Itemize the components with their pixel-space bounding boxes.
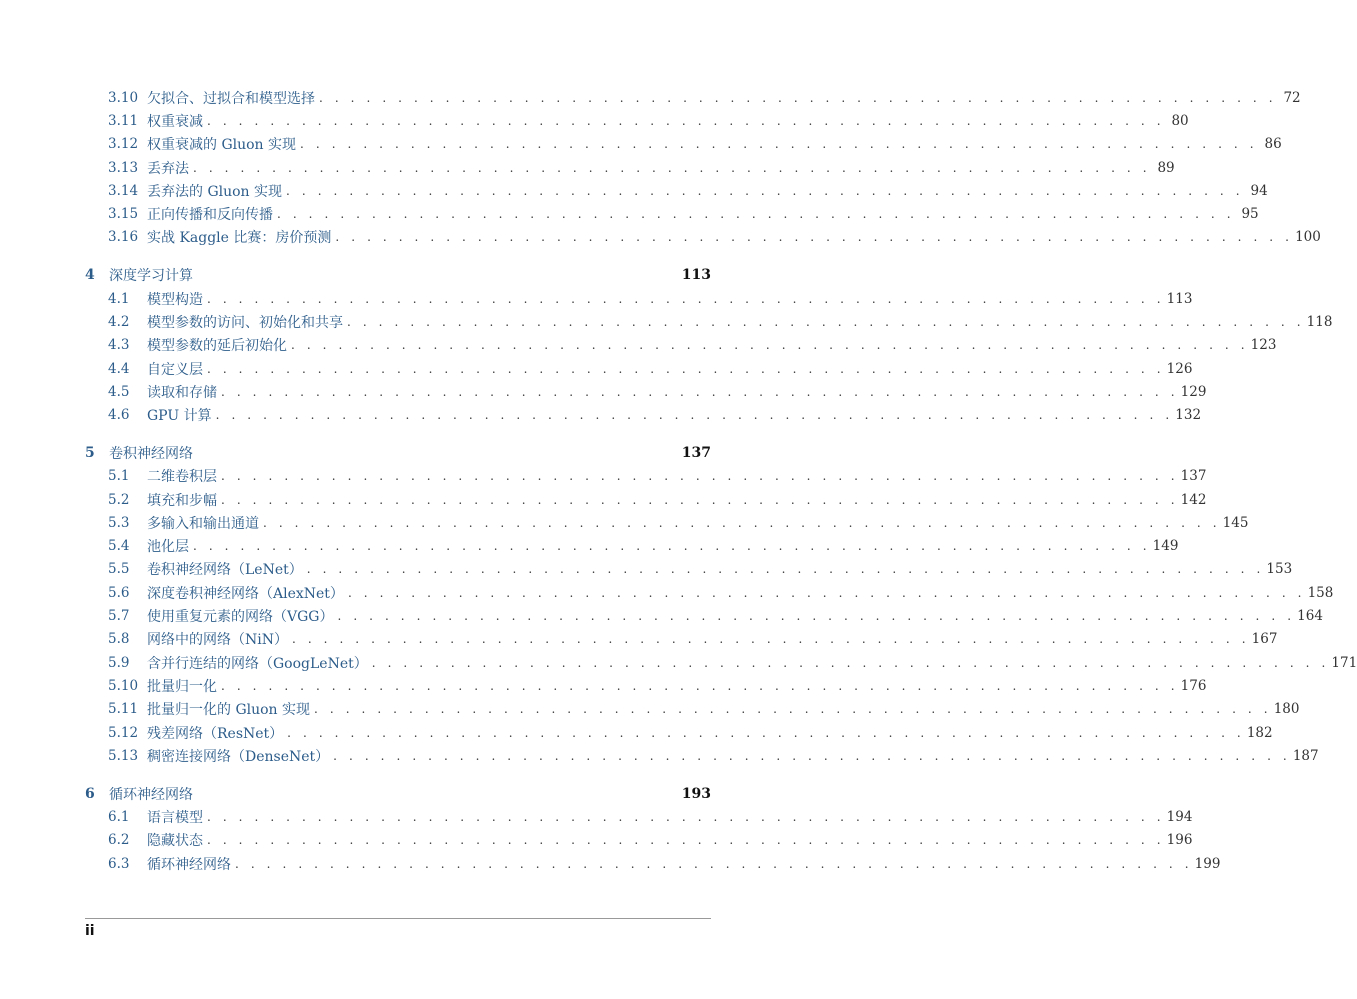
entry-page: 149 (1152, 538, 1179, 555)
entry-number: 5.3 (108, 514, 130, 531)
entry-number: 3.13 (108, 159, 139, 176)
toc-entry[interactable] (85, 744, 1319, 767)
entry-page: 129 (1180, 383, 1207, 400)
chapter-number: 5 (85, 444, 95, 461)
entry-page: 94 (1250, 182, 1268, 199)
entry-number: 5.7 (108, 608, 130, 625)
entry-title: 池化层 (147, 539, 189, 556)
entry-page: 164 (1297, 608, 1323, 625)
entry-page: 95 (1241, 206, 1259, 223)
toc-entry[interactable] (85, 535, 1179, 558)
entry-title: 深度卷积神经网络（AlexNet） (147, 585, 344, 602)
entry-title: 网络中的网络（NiN） (147, 632, 288, 649)
entry-page: 132 (1175, 407, 1202, 424)
entry-number: 4.2 (108, 313, 130, 330)
entry-title: 含并行连结的网络（GoogLeNet） (147, 655, 368, 672)
entry-page: 187 (1292, 747, 1319, 764)
entry-page: 72 (1283, 89, 1301, 106)
toc-entry[interactable] (85, 604, 1323, 627)
toc-entry[interactable] (85, 805, 1193, 828)
entry-number: 5.11 (108, 701, 139, 718)
toc-entry[interactable] (85, 226, 1321, 249)
toc-entry[interactable] (85, 465, 1207, 488)
toc-entry[interactable] (85, 179, 1268, 202)
dot-leader: . . . . . . . . . . . . . . . . . . . . . . . . . . . . . . . . . . . . . . . . . . . . . . . . . . . . . . . . . . . . . (207, 833, 1165, 848)
entry-title: 欠拟合、过拟合和模型选择 (147, 90, 315, 107)
dot-leader: . . . . . . . . . . . . . . . . . . . . . . . . . . . . . . . . . . . . . . . . . . . . . . . . . . . . . . . . . . . . . (335, 230, 1294, 245)
dot-leader: . . . . . . . . . . . . . . . . . . . . . . . . . . . . . . . . . . . . . . . . . . . . . . . . . . . . . . . . . . . . . (235, 856, 1193, 871)
entry-page: 142 (1180, 491, 1207, 508)
entry-number: 5.10 (108, 677, 139, 694)
toc-entry[interactable] (85, 721, 1273, 744)
entry-page: 100 (1295, 229, 1321, 246)
entry-title: 稠密连接网络（DenseNet） (147, 748, 330, 765)
entry-page: 180 (1273, 701, 1300, 718)
entry-title: 模型参数的访问、初始化和共享 (147, 314, 343, 331)
dot-leader: . . . . . . . . . . . . . . . . . . . . . . . . . . . . . . . . . . . . . . . . . . . . . . . . . . . . . . . . . . . . . (286, 183, 1244, 198)
entry-number: 3.12 (108, 136, 139, 153)
entry-title: 读取和存储 (147, 384, 217, 401)
toc-entry[interactable] (85, 558, 1293, 581)
entry-number: 3.16 (108, 229, 139, 246)
entry-title: GPU 计算 (147, 408, 212, 425)
entry-title: 模型参数的延后初始化 (147, 338, 287, 355)
entry-number: 5.4 (108, 538, 130, 555)
entry-number: 5.13 (108, 747, 139, 764)
entry-title: 残差网络（ResNet） (147, 725, 284, 742)
toc-entry[interactable] (85, 852, 1221, 875)
chapter-number: 6 (85, 785, 95, 802)
entry-number: 4.3 (108, 337, 130, 354)
dot-leader: . . . . . . . . . . . . . . . . . . . . . . . . . . . . . . . . . . . . . . . . . . . . . . . . . . . . . . . . . . . . . (371, 655, 1330, 670)
entry-page: 113 (1166, 290, 1193, 307)
entry-number: 3.11 (108, 112, 139, 129)
entry-title: 多输入和输出通道 (147, 515, 259, 532)
entry-title: 丢弃法 (147, 160, 189, 177)
entry-title: 权重衰减的 Gluon 实现 (147, 137, 297, 154)
entry-page: 199 (1194, 855, 1221, 872)
toc-entry[interactable] (85, 334, 1277, 357)
entry-title: 批量归一化的 Gluon 实现 (147, 702, 311, 719)
toc-chapter-heading[interactable] (85, 441, 711, 464)
entry-title: 实战 Kaggle 比赛：房价预测 (147, 230, 332, 247)
toc-entry[interactable] (85, 310, 1333, 333)
entry-number: 5.8 (108, 631, 130, 648)
entry-title: 批量归一化 (147, 678, 217, 695)
entry-number: 4.1 (108, 290, 130, 307)
entry-title: 卷积神经网络（LeNet） (147, 562, 303, 579)
toc-entry[interactable] (85, 829, 1193, 852)
dot-leader: . . . . . . . . . . . . . . . . . . . . . . . . . . . . . . . . . . . . . . . . . . . . . . . . . . . . . . . . . . . . . (215, 408, 1174, 423)
entry-page: 167 (1251, 631, 1278, 648)
entry-page: 126 (1166, 360, 1193, 377)
toc-entry[interactable] (85, 133, 1282, 156)
entry-title: 自定义层 (147, 361, 203, 378)
toc-entry[interactable] (85, 156, 1175, 179)
entry-number: 5.6 (108, 584, 130, 601)
entry-number: 4.6 (108, 407, 130, 424)
chapter-page: 113 (681, 267, 711, 284)
dot-leader: . . . . . . . . . . . . . . . . . . . . . . . . . . . . . . . . . . . . . . . . . . . . . . . . . . . . . . . . . . . . . (319, 90, 1277, 105)
toc-entry[interactable] (85, 651, 1357, 674)
entry-number: 5.5 (108, 561, 130, 578)
dot-leader: . . . . . . . . . . . . . . . . . . . . . . . . . . . . . . . . . . . . . . . . . . . . . . . . . . . . . . . . . . . . . (306, 562, 1265, 577)
entry-page: 123 (1250, 337, 1277, 354)
toc-section (85, 86, 1321, 249)
chapter-title: 深度学习计算 (109, 268, 193, 285)
dot-leader: . . . . . . . . . . . . . . . . . . . . . . . . . . . . . . . . . . . . . . . . . . . . . . . . . . . . . . . . . . . . . (333, 748, 1291, 763)
entry-title: 隐藏状态 (147, 833, 203, 850)
toc-entry[interactable] (85, 287, 1193, 310)
entry-title: 填充和步幅 (147, 492, 217, 509)
dot-leader: . . . . . . . . . . . . . . . . . . . . . . . . . . . . . . . . . . . . . . . . . . . . . . . . . . . . . . . . . . . . . (347, 585, 1306, 600)
entry-page: 145 (1222, 514, 1249, 531)
entry-title: 丢弃法的 Gluon 实现 (147, 183, 283, 200)
chapter-number: 4 (85, 267, 95, 284)
entry-number: 3.10 (108, 89, 139, 106)
entry-number: 5.2 (108, 491, 130, 508)
footer-divider (85, 918, 711, 919)
toc-entry[interactable] (85, 628, 1278, 651)
dot-leader: . . . . . . . . . . . . . . . . . . . . . . . . . . . . . . . . . . . . . . . . . . . . . . . . . . . . . . . . . . . . . (207, 810, 1165, 825)
entry-title: 权重衰减 (147, 113, 203, 130)
dot-leader: . . . . . . . . . . . . . . . . . . . . . . . . . . . . . . . . . . . . . . . . . . . . . . . . . . . . . . . . . . . . . (207, 361, 1165, 376)
toc-entry[interactable] (85, 403, 1202, 426)
chapter-page: 193 (681, 785, 711, 802)
chapter-title: 循环神经网络 (109, 786, 193, 803)
entry-title: 模型构造 (147, 291, 203, 308)
entry-title: 循环神经网络 (147, 856, 231, 873)
toc-chapter-heading[interactable] (85, 264, 711, 287)
toc-entry[interactable] (85, 86, 1301, 109)
entry-title: 语言模型 (147, 810, 203, 827)
dot-leader: . . . . . . . . . . . . . . . . . . . . . . . . . . . . . . . . . . . . . . . . . . . . . . . . . . . . . . . . . . . . . (221, 384, 1179, 399)
toc-entry[interactable] (85, 380, 1207, 403)
entry-number: 6.1 (108, 809, 130, 826)
entry-title: 正向传播和反向传播 (147, 207, 273, 224)
dot-leader: . . . . . . . . . . . . . . . . . . . . . . . . . . . . . . . . . . . . . . . . . . . . . . . . . . . . . . . . . . . . . (207, 113, 1165, 128)
dot-leader: . . . . . . . . . . . . . . . . . . . . . . . . . . . . . . . . . . . . . . . . . . . . . . . . . . . . . . . . . . . . . (314, 702, 1272, 717)
entry-page: 137 (1180, 468, 1207, 485)
toc-section (85, 782, 1221, 875)
entry-number: 5.12 (108, 724, 139, 741)
toc-entry[interactable] (85, 109, 1189, 132)
entry-number: 6.2 (108, 832, 130, 849)
entry-number: 5.9 (108, 654, 130, 671)
entry-number: 5.1 (108, 468, 130, 485)
dot-leader: . . . . . . . . . . . . . . . . . . . . . . . . . . . . . . . . . . . . . . . . . . . . . . . . . . . . . . . . . . . . . (207, 291, 1165, 306)
dot-leader: . . . . . . . . . . . . . . . . . . . . . . . . . . . . . . . . . . . . . . . . . . . . . . . . . . . . . . . . . . . . . (221, 469, 1179, 484)
dot-leader: . . . . . . . . . . . . . . . . . . . . . . . . . . . . . . . . . . . . . . . . . . . . . . . . . . . . . . . . . . . . . (221, 678, 1179, 693)
dot-leader: . . . . . . . . . . . . . . . . . . . . . . . . . . . . . . . . . . . . . . . . . . . . . . . . . . . . . . . . . . . . . (193, 160, 1151, 175)
entry-title: 二维卷积层 (147, 469, 217, 486)
dot-leader: . . . . . . . . . . . . . . . . . . . . . . . . . . . . . . . . . . . . . . . . . . . . . . . . . . . . . . . . . . . . . (291, 632, 1250, 647)
toc-entry[interactable] (85, 581, 1334, 604)
toc-entry[interactable] (85, 511, 1249, 534)
entry-number: 6.3 (108, 855, 130, 872)
entry-number: 4.4 (108, 360, 130, 377)
entry-page: 86 (1264, 136, 1282, 153)
toc-entry[interactable] (85, 357, 1193, 380)
toc-entry[interactable] (85, 488, 1207, 511)
entry-page: 158 (1307, 584, 1334, 601)
entry-page: 153 (1266, 561, 1293, 578)
entry-title: 使用重复元素的网络（VGG） (147, 609, 334, 626)
toc-section (85, 264, 1333, 427)
dot-leader: . . . . . . . . . . . . . . . . . . . . . . . . . . . . . . . . . . . . . . . . . . . . . . . . . . . . . . . . . . . . . (291, 338, 1249, 353)
dot-leader: . . . . . . . . . . . . . . . . . . . . . . . . . . . . . . . . . . . . . . . . . . . . . . . . . . . . . . . . . . . . . (347, 314, 1305, 329)
entry-page: 118 (1306, 313, 1333, 330)
toc-entry[interactable] (85, 674, 1207, 697)
table-of-contents (85, 86, 1357, 875)
chapter-title: 卷积神经网络 (109, 445, 193, 462)
entry-number: 4.5 (108, 383, 130, 400)
entry-number: 3.14 (108, 182, 139, 199)
entry-page: 176 (1180, 677, 1207, 694)
entry-page: 89 (1157, 159, 1175, 176)
dot-leader: . . . . . . . . . . . . . . . . . . . . . . . . . . . . . . . . . . . . . . . . . . . . . . . . . . . . . . . . . . . . . (300, 137, 1258, 152)
dot-leader: . . . . . . . . . . . . . . . . . . . . . . . . . . . . . . . . . . . . . . . . . . . . . . . . . . . . . . . . . . . . . (277, 207, 1235, 222)
dot-leader: . . . . . . . . . . . . . . . . . . . . . . . . . . . . . . . . . . . . . . . . . . . . . . . . . . . . . . . . . . . . . (193, 539, 1151, 554)
toc-section (85, 441, 1357, 767)
toc-chapter-heading[interactable] (85, 782, 711, 805)
toc-entry[interactable] (85, 202, 1259, 225)
page-number: ii (85, 923, 95, 939)
entry-page: 80 (1171, 112, 1189, 129)
entry-page: 196 (1166, 832, 1193, 849)
toc-entry[interactable] (85, 698, 1300, 721)
entry-page: 171 (1331, 654, 1357, 671)
entry-page: 182 (1246, 724, 1273, 741)
dot-leader: . . . . . . . . . . . . . . . . . . . . . . . . . . . . . . . . . . . . . . . . . . . . . . . . . . . . . . . . . . . . . (287, 725, 1245, 740)
chapter-page: 137 (681, 444, 711, 461)
entry-page: 194 (1166, 809, 1193, 826)
dot-leader: . . . . . . . . . . . . . . . . . . . . . . . . . . . . . . . . . . . . . . . . . . . . . . . . . . . . . . . . . . . . . (263, 515, 1221, 530)
dot-leader: . . . . . . . . . . . . . . . . . . . . . . . . . . . . . . . . . . . . . . . . . . . . . . . . . . . . . . . . . . . . . (337, 609, 1296, 624)
entry-number: 3.15 (108, 206, 139, 223)
dot-leader: . . . . . . . . . . . . . . . . . . . . . . . . . . . . . . . . . . . . . . . . . . . . . . . . . . . . . . . . . . . . . (221, 492, 1179, 507)
